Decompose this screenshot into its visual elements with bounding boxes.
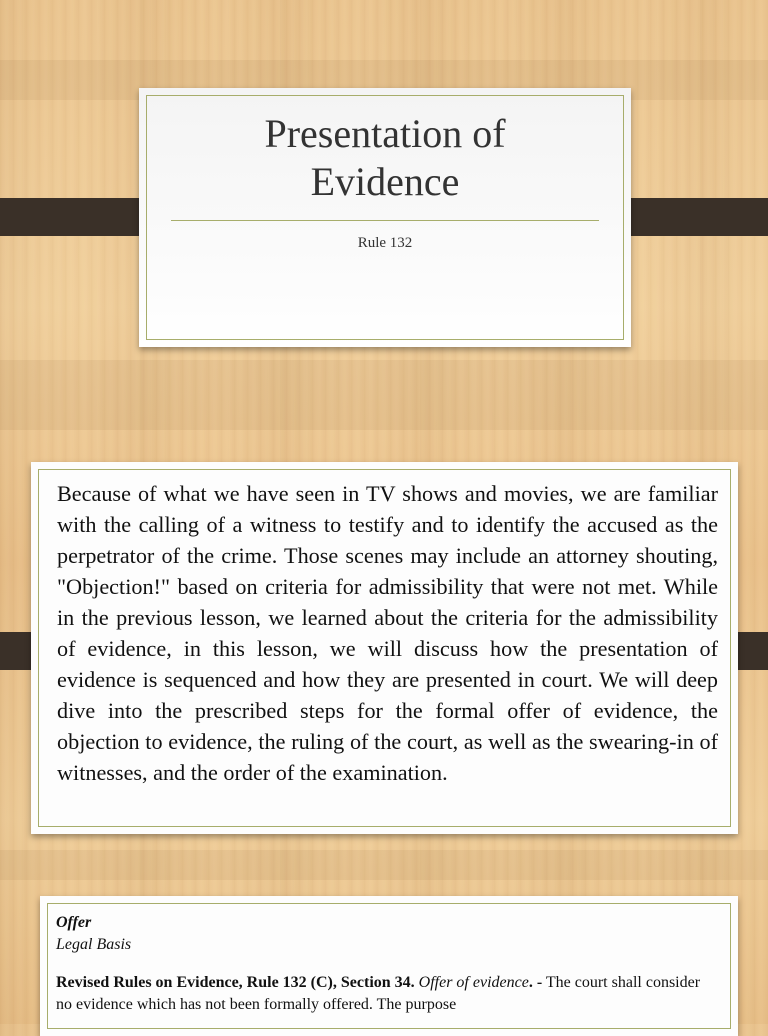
- offer-slide: [40, 896, 738, 1036]
- slide-title: [139, 110, 631, 206]
- section-title: Offer of evidence: [418, 974, 529, 991]
- wood-band: [0, 850, 768, 880]
- left-strap: [0, 198, 155, 236]
- rule-text: The court shall consider no evidence which has not been formally offered. The purpose: [56, 974, 701, 1013]
- intro-paragraph: Because of what we have seen in TV shows and movies, we are familiar with the calling of a witness to testify and to identify the accused as the perpetrator of the crime. Those scenes may include an attorney shouting, "Objection!" based on criteria for admissibility that were not met. While in the previous lesson, we learned about the criteria for the admissibility of evidence, in this lesson, we will discuss how the presentation of evidence is sequenced and how they are presented in court. We will deep dive into the prescribed steps for the formal offer of evidence, the objection to evidence, the ruling of the court, as well as the swearing-in of witnesses, and the order of the examination.: [57, 481, 718, 785]
- rule-citation: Revised Rules on Evidence, Rule 132 (C), Section 34.: [56, 974, 415, 991]
- intro-slide: [31, 462, 738, 834]
- title-divider: [171, 220, 599, 221]
- offer-heading: Offer: [56, 914, 92, 931]
- offer-content: [56, 912, 720, 1016]
- section-dash: . -: [528, 974, 543, 991]
- title-line-1: Presentation of: [264, 111, 506, 156]
- title-slide: [139, 88, 631, 347]
- legal-basis-label: Legal Basis: [56, 936, 132, 953]
- right-strap: [613, 198, 768, 236]
- rule-paragraph: [56, 972, 720, 1016]
- wood-band: [0, 360, 768, 430]
- title-line-2: Evidence: [310, 159, 460, 204]
- slide-subtitle: Rule 132: [357, 235, 413, 251]
